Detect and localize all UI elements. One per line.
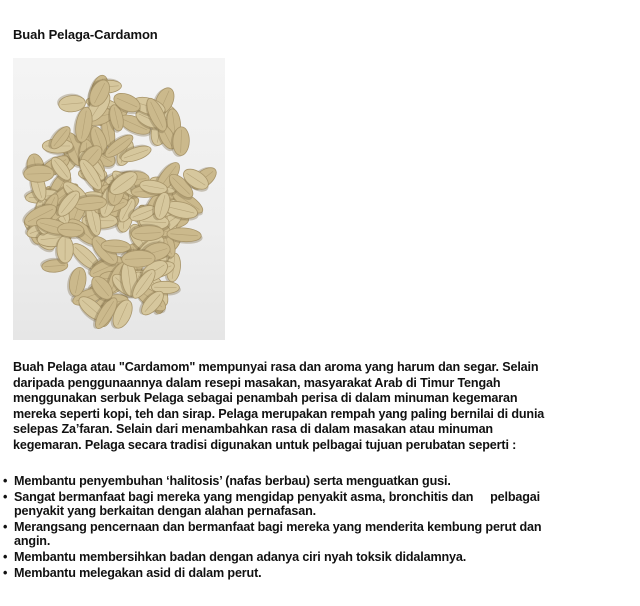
list-item — [3, 566, 623, 581]
list-item-line: penyakit yang berkaitan dengan alahan pernafasan. — [14, 504, 316, 519]
list-item — [3, 474, 623, 489]
bullet-icon: • — [3, 565, 8, 580]
bullet-icon: • — [3, 474, 8, 488]
list-item — [3, 550, 623, 565]
bullet-icon: • — [3, 519, 8, 534]
list-item-line: Merangsang pencernaan dan bermanfaat bagi mereka yang menderita kembung perut dan — [14, 519, 542, 534]
cardamom-photo — [13, 58, 225, 340]
article-paragraph — [13, 360, 613, 454]
paragraph-line: daripada penggunaannya dalam resepi masakan, masyarakat Arab di Timur Tengah — [13, 375, 501, 390]
paragraph-line: selepas Za’faran. Selain dari menambahkan rasa di dalam masakan atau minuman — [13, 422, 493, 437]
benefits-list — [3, 474, 623, 581]
list-item-line: angin. — [14, 534, 51, 549]
paragraph-line: kegemaran. Pelaga secara tradisi digunakan untuk pelbagai tujuan perubatan seperti : — [13, 437, 517, 452]
paragraph-line: menggunakan serbuk Pelaga sebagai penambah perisa di dalam minuman kegemaran — [13, 391, 518, 406]
list-item-line: Membantu membersihkan badan dengan adanya ciri nyah toksik didalamnya. — [14, 549, 467, 564]
paragraph-line: Buah Pelaga atau "Cardamom" mempunyai rasa dan aroma yang harum dan segar. Selain — [13, 360, 539, 374]
bullet-icon: • — [3, 549, 8, 564]
list-item — [3, 490, 623, 519]
bullet-icon: • — [3, 489, 8, 504]
list-item-line: Membantu melegakan asid di dalam perut. — [14, 565, 262, 580]
article-title: Buah Pelaga-Cardamon — [13, 27, 158, 42]
cardamom-pods-illustration — [13, 58, 225, 340]
list-item-line: Sangat bermanfaat bagi mereka yang mengidap penyakit asma, bronchitis dan pelbagai — [14, 489, 540, 504]
list-item — [3, 520, 623, 549]
list-item-line: Membantu penyembuhan ‘halitosis’ (nafas berbau) serta menguatkan gusi. — [14, 474, 451, 488]
paragraph-line: mereka seperti kopi, teh dan sirap. Pelaga merupakan rempah yang paling bernilai di dunia — [13, 406, 545, 421]
